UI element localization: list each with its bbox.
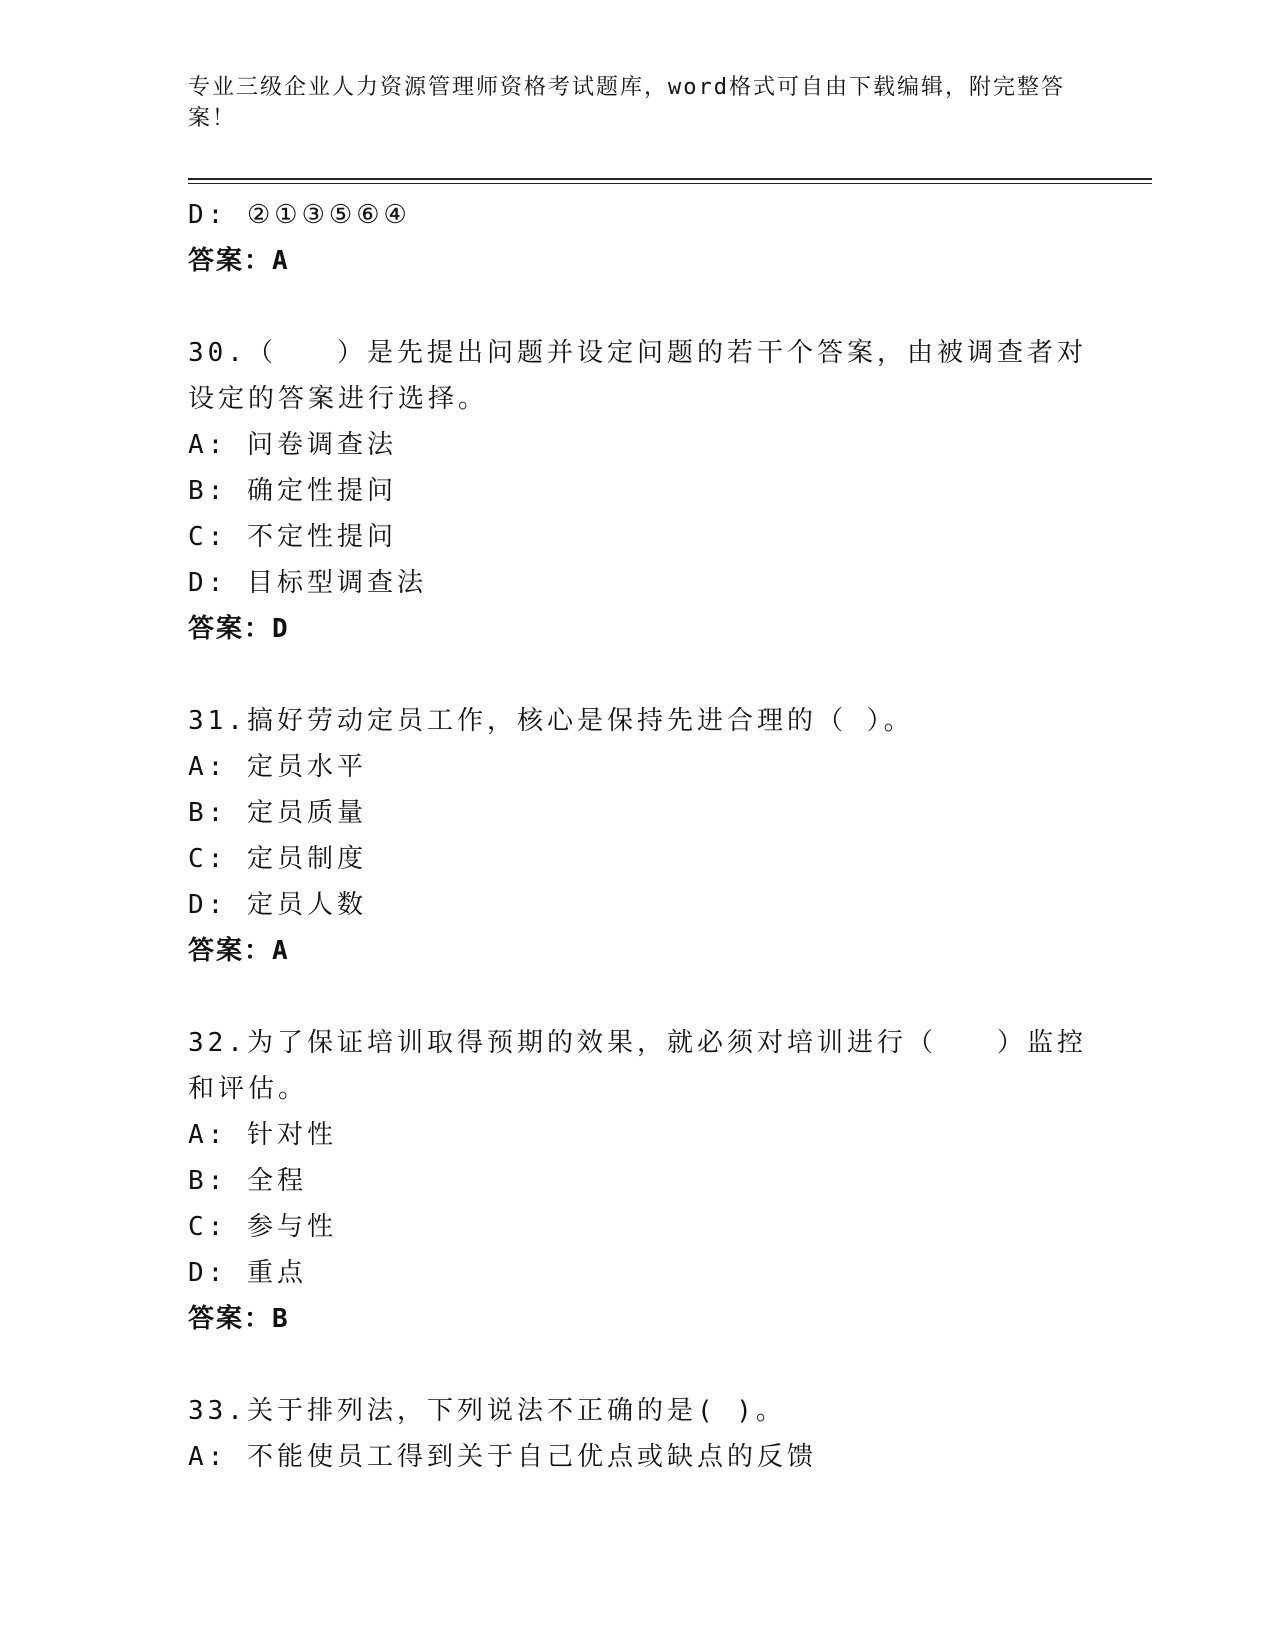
document-body	[188, 192, 1088, 1480]
option-d: D: 目标型调查法	[188, 568, 427, 598]
question-33	[188, 1388, 1088, 1480]
answer-line: 答案：B	[188, 1304, 290, 1334]
question-text: 33.关于排列法，下列说法不正确的是( )。	[188, 1396, 786, 1426]
answer-line: 答案：A	[188, 936, 290, 966]
option-c: C: 不定性提问	[188, 522, 397, 552]
option-a: A: 不能使员工得到关于自己优点或缺点的反馈	[188, 1442, 817, 1472]
option-d: D: 重点	[188, 1258, 307, 1288]
document-header: 专业三级企业人力资源管理师资格考试题库，word格式可自由下载编辑，附完整答案！	[188, 75, 1065, 131]
header-rule-thin	[188, 183, 1152, 184]
question-30	[188, 330, 1088, 652]
option-c: C: 定员制度	[188, 844, 367, 874]
question-31	[188, 698, 1088, 974]
question-32	[188, 1020, 1088, 1342]
question-text: 30.（ ）是先提出问题并设定问题的若干个答案，由被调查者对设定的答案进行选择。	[188, 338, 1087, 414]
option-c: C: 参与性	[188, 1212, 337, 1242]
answer-line: 答案：A	[188, 246, 290, 276]
option-a: A: 针对性	[188, 1120, 337, 1150]
option-a: A: 问卷调查法	[188, 430, 397, 460]
option-d: D: ②①③⑤⑥④	[188, 200, 411, 230]
option-d: D: 定员人数	[188, 890, 367, 920]
question-text: 31.搞好劳动定员工作，核心是保持先进合理的（ ）。	[188, 706, 914, 736]
answer-line: 答案：D	[188, 614, 290, 644]
option-b: B: 全程	[188, 1166, 307, 1196]
header-rule-thick	[188, 178, 1152, 180]
option-b: B: 确定性提问	[188, 476, 397, 506]
question-text: 32.为了保证培训取得预期的效果，就必须对培训进行（ ）监控和评估。	[188, 1028, 1087, 1104]
option-a: A: 定员水平	[188, 752, 367, 782]
option-b: B: 定员质量	[188, 798, 367, 828]
